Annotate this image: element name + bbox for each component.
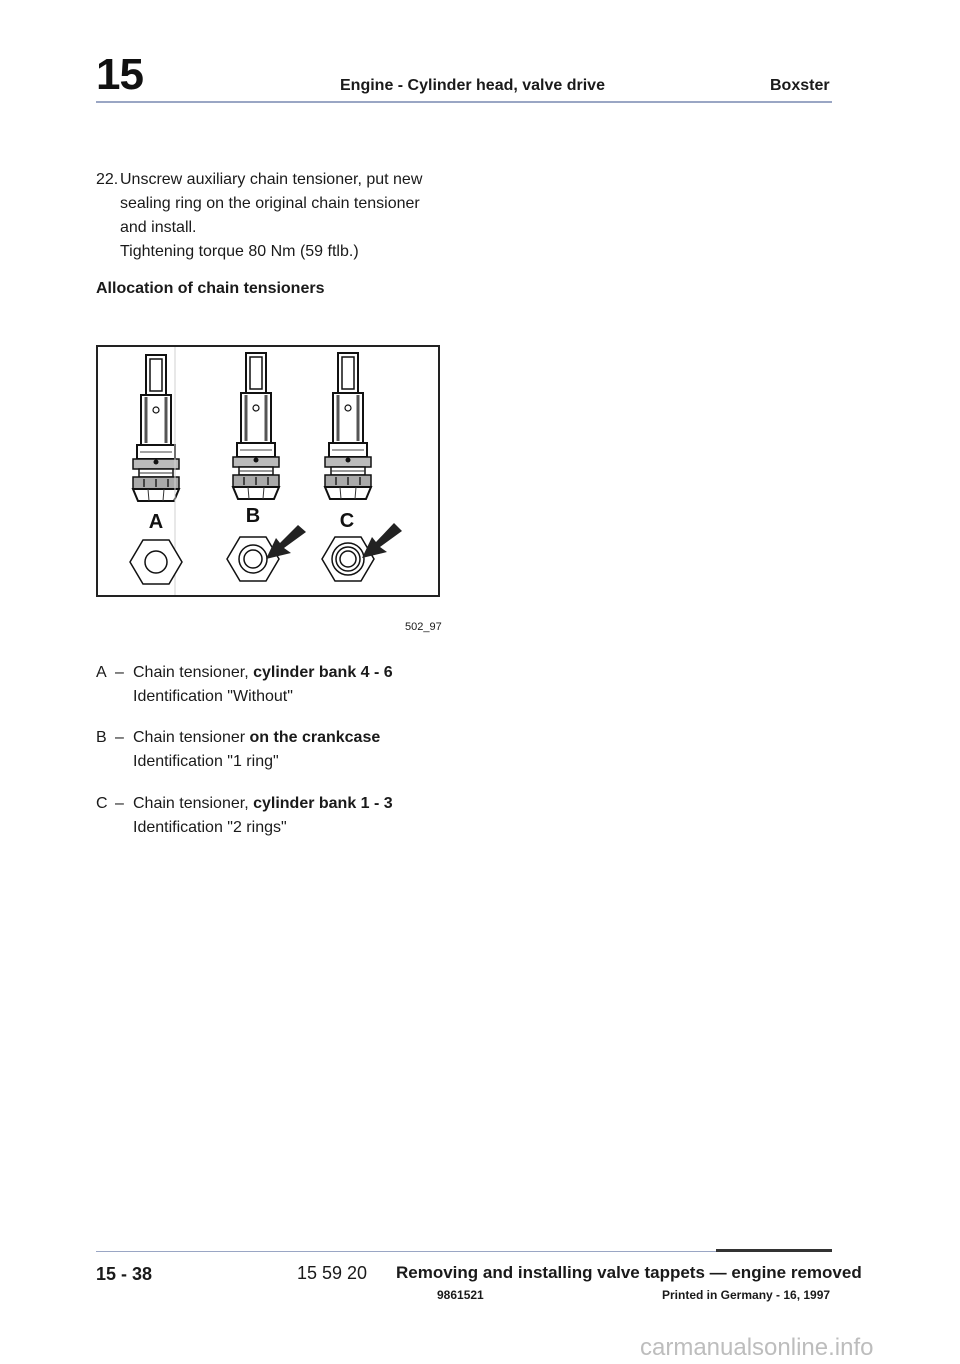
legend-letter: C <box>96 795 108 812</box>
legend-location: cylinder bank 4 - 6 <box>253 664 393 681</box>
hex-nut-c <box>322 537 374 581</box>
legend-description: Chain tensioner, <box>133 795 254 812</box>
legend-dash: – <box>115 795 124 812</box>
part-number: 9861521 <box>437 1288 484 1302</box>
legend-identification: Identification "Without" <box>133 688 293 705</box>
step-line: sealing ring on the original chain tensioner <box>120 195 420 212</box>
figure-label-b: B <box>245 505 261 527</box>
printed-info: Printed in Germany - 16, 1997 <box>662 1288 831 1302</box>
legend-text <box>133 726 516 750</box>
step-line: and install. <box>120 219 197 236</box>
tensioner-b <box>233 353 279 499</box>
chapter-number: 15 <box>96 50 143 99</box>
step-line: Unscrew auxiliary chain tensioner, put new <box>120 171 423 188</box>
step-text <box>120 168 456 264</box>
step-line: Tightening torque 80 Nm (59 ftlb.) <box>120 243 359 260</box>
header-title: Engine - Cylinder head, valve drive <box>340 77 605 94</box>
legend-identification: Identification "2 rings" <box>133 819 287 836</box>
section-code: 15 59 20 <box>297 1263 368 1283</box>
arrow-icon <box>362 523 402 558</box>
figure-code: 502_97 <box>405 621 442 633</box>
legend-location: cylinder bank 1 - 3 <box>253 795 393 812</box>
watermark: carmanualsonline.info <box>640 1334 874 1361</box>
step-22 <box>96 168 456 264</box>
legend-dash: – <box>115 664 124 681</box>
figure-label-a: A <box>148 511 164 533</box>
step-number: 22. <box>96 171 119 188</box>
tensioner-a <box>133 355 179 501</box>
header-rule <box>96 101 832 103</box>
header-model: Boxster <box>770 77 830 94</box>
tensioner-c <box>325 353 371 499</box>
section-heading: Allocation of chain tensioners <box>96 280 325 297</box>
legend-location: on the crankcase <box>249 729 381 746</box>
legend-letter: B <box>96 729 107 746</box>
legend-description: Chain tensioner <box>133 729 250 746</box>
footer-rule-accent <box>716 1249 832 1252</box>
chain-tensioner-illustration <box>98 347 438 595</box>
legend-item-c <box>96 792 516 840</box>
legend-description: Chain tensioner, <box>133 664 254 681</box>
legend-identification: Identification "1 ring" <box>133 753 279 770</box>
chain-tensioner-figure <box>96 345 440 597</box>
legend-letter: A <box>96 664 107 681</box>
legend-item-b <box>96 726 516 774</box>
legend-text <box>133 792 516 816</box>
legend-text <box>133 661 516 685</box>
page-number: 15 - 38 <box>96 1264 153 1284</box>
legend-item-a <box>96 661 516 709</box>
legend-dash: – <box>115 729 124 746</box>
footer-title: Removing and installing valve tappets — engine removed <box>396 1263 862 1282</box>
arrow-icon <box>266 525 306 559</box>
hex-nut-a <box>130 540 182 584</box>
figure-label-c: C <box>339 510 355 532</box>
hex-nut-b <box>227 537 279 581</box>
